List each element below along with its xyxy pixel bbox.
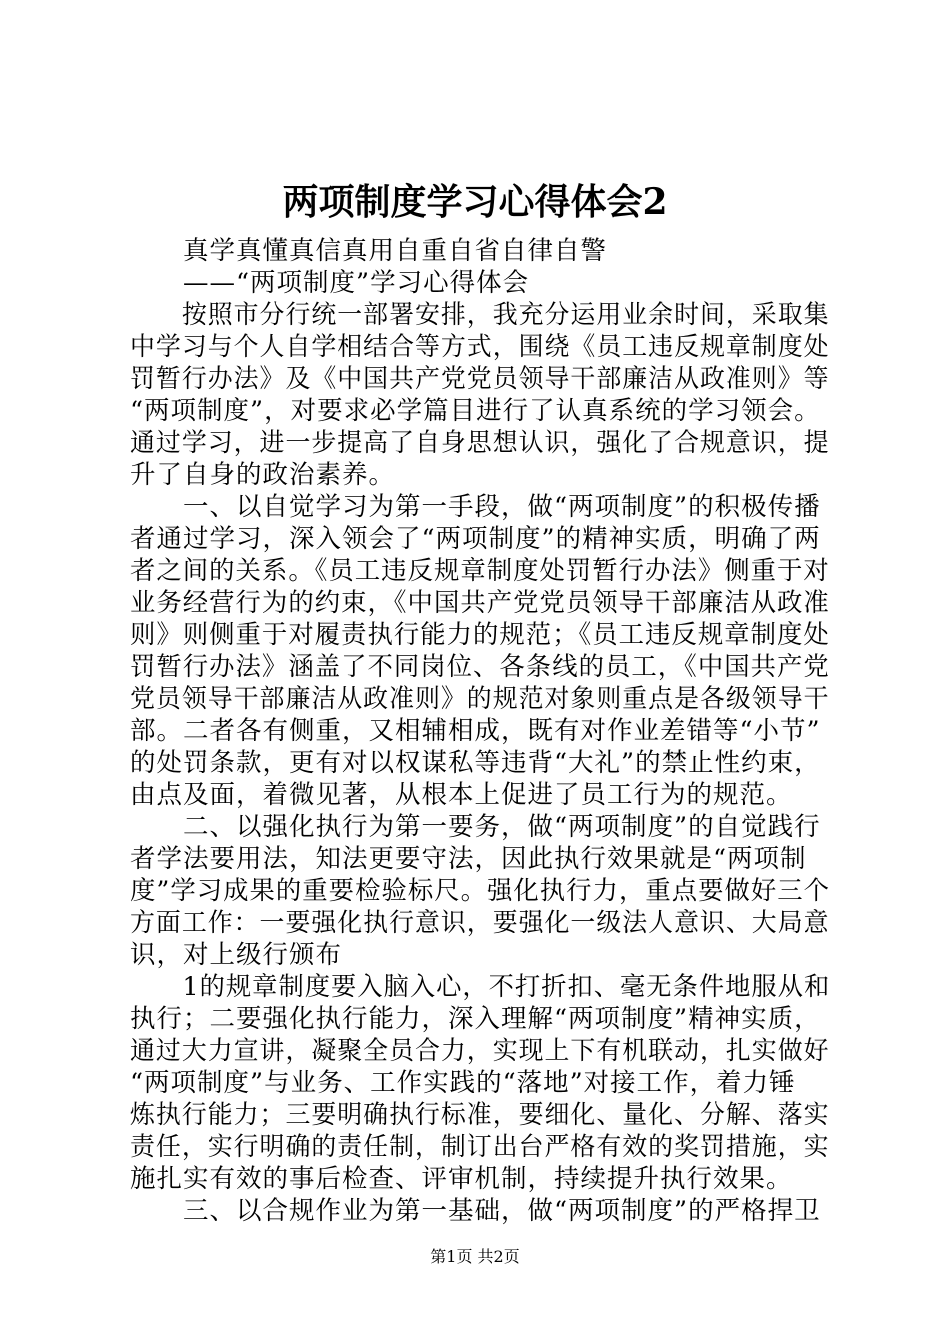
document-title: 两项制度学习心得体会2 xyxy=(282,181,668,223)
text-line: 二、以强化执行为第一要务，做“两项制度”的自觉践行 xyxy=(130,812,821,842)
text-line: 业务经营行为的约束，《中国共产党党员领导干部廉洁从政准 xyxy=(130,588,830,618)
text-line: 执行；二要强化执行能力，深入理解“两项制度”精神实质， xyxy=(130,1004,821,1034)
text-line: 炼执行能力；三要明确执行标准，要细化、量化、分解、落实 xyxy=(130,1100,830,1130)
text-line: 者学法要用法，知法更要守法，因此执行效果就是“两项制 xyxy=(130,844,807,874)
text-line: 一、以自觉学习为第一手段，做“两项制度”的积极传播 xyxy=(130,492,821,522)
text-line: 罚暂行办法》涵盖了不同岗位、各条线的员工，《中国共产党 xyxy=(130,652,830,682)
text-line: 由点及面，着微见著，从根本上促进了员工行为的规范。 xyxy=(130,780,793,810)
text-line: “两项制度”与业务、工作实践的“落地”对接工作，着力锤 xyxy=(130,1068,796,1098)
text-line: 的处罚条款，更有对以权谋私等违背“大礼”的禁止性约束， xyxy=(130,748,821,778)
text-line: 1的规章制度要入脑入心，不打折扣、毫无条件地服从和 xyxy=(130,972,831,1002)
text-line: 三、以合规作业为第一基础，做“两项制度”的严格捍卫 xyxy=(130,1196,821,1226)
text-line: 真学真懂真信真用自重自省自律自警 xyxy=(130,236,608,266)
text-line: 度”学习成果的重要检验标尺。强化执行力，重点要做好三个 xyxy=(130,876,831,906)
text-line: ——“两项制度”学习心得体会 xyxy=(130,268,530,298)
text-line: 责任，实行明确的责任制，制订出台严格有效的奖罚措施，实 xyxy=(130,1132,830,1162)
text-line: 升了自身的政治素养。 xyxy=(130,460,396,490)
text-line: 通过大力宣讲，凝聚全员合力，实现上下有机联动，扎实做好 xyxy=(130,1036,830,1066)
text-line: 者通过学习，深入领会了“两项制度”的精神实质，明确了两 xyxy=(130,524,821,554)
page-footer: 第1页 共2页 xyxy=(430,1247,520,1266)
text-line: “两项制度”，对要求必学篇目进行了认真系统的学习领会。 xyxy=(130,396,821,426)
text-line: 按照市分行统一部署安排，我充分运用业余时间，采取集 xyxy=(130,300,830,330)
text-line: 通过学习，进一步提高了自身思想认识，强化了合规意识，提 xyxy=(130,428,830,458)
text-line: 方面工作：一要强化执行意识，要强化一级法人意识、大局意 xyxy=(130,908,830,938)
text-line: 识，对上级行颁布 xyxy=(130,940,343,970)
text-line: 部。二者各有侧重，又相辅相成，既有对作业差错等“小节” xyxy=(130,716,821,746)
text-line: 则》则侧重于对履责执行能力的规范；《员工违反规章制度处 xyxy=(130,620,830,650)
text-line: 罚暂行办法》及《中国共产党党员领导干部廉洁从政准则》等 xyxy=(130,364,830,394)
text-line: 党员领导干部廉洁从政准则》的规范对象则重点是各级领导干 xyxy=(130,684,830,714)
text-line: 施扎实有效的事后检查、评审机制，持续提升执行效果。 xyxy=(130,1164,793,1194)
text-line: 者之间的关系。《员工违反规章制度处罚暂行办法》侧重于对 xyxy=(130,556,830,586)
text-line: 中学习与个人自学相结合等方式，围绕《员工违反规章制度处 xyxy=(130,332,830,362)
